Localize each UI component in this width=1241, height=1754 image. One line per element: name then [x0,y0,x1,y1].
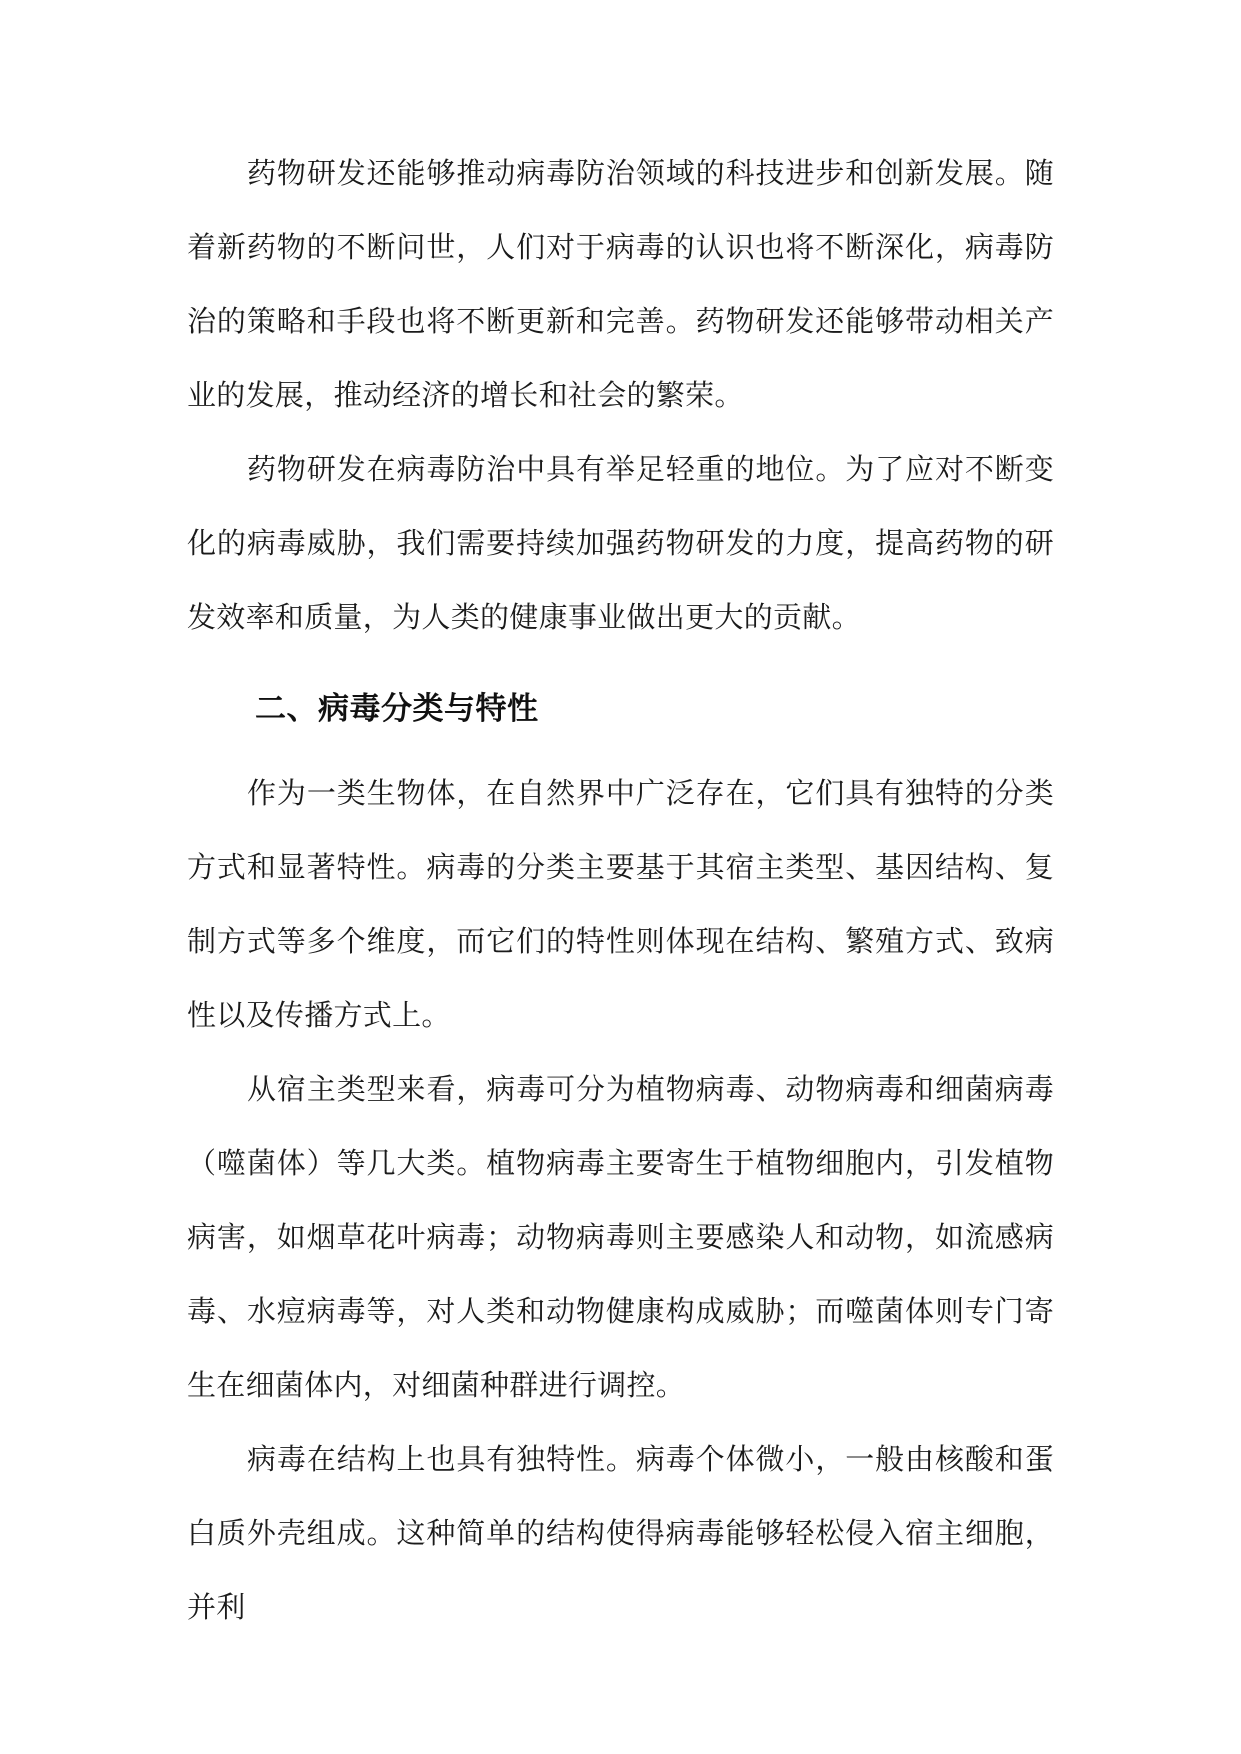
paragraph-virus-structure: 病毒在结构上也具有独特性。病毒个体微小，一般由核酸和蛋白质外壳组成。这种简单的结构使得病毒能够轻松侵入宿主细胞，并利 [187,1442,1054,1624]
paragraph-drug-innovation: 药物研发还能够推动病毒防治领域的科技进步和创新发展。随着新药物的不断问世，人们对于病毒的认识也将不断深化，病毒防治的策略和手段也将不断更新和完善。药物研发还能够带动相关产业的发展，推动经济的增长和社会的繁荣。 [187,156,1054,412]
paragraph-host-types: 从宿主类型来看，病毒可分为植物病毒、动物病毒和细菌病毒（噬菌体）等几大类。植物病毒主要寄生于植物细胞内，引发植物病害，如烟草花叶病毒；动物病毒则主要感染人和动物，如流感病毒、水痘病毒等，对人类和动物健康构成威胁；而噬菌体则专门寄生在细菌体内，对细菌种群进行调控。 [187,1072,1054,1402]
paragraph-drug-importance: 药物研发在病毒防治中具有举足轻重的地位。为了应对不断变化的病毒威胁，我们需要持续加强药物研发的力度，提高药物的研发效率和质量，为人类的健康事业做出更大的贡献。 [187,452,1054,634]
section-heading: 二、病毒分类与特性 [255,691,539,727]
paragraph-virus-classification: 作为一类生物体，在自然界中广泛存在，它们具有独特的分类方式和显著特性。病毒的分类主要基于其宿主类型、基因结构、复制方式等多个维度，而它们的特性则体现在结构、繁殖方式、致病性以及传播方式上。 [187,776,1054,1032]
document-body [187,136,1054,1644]
